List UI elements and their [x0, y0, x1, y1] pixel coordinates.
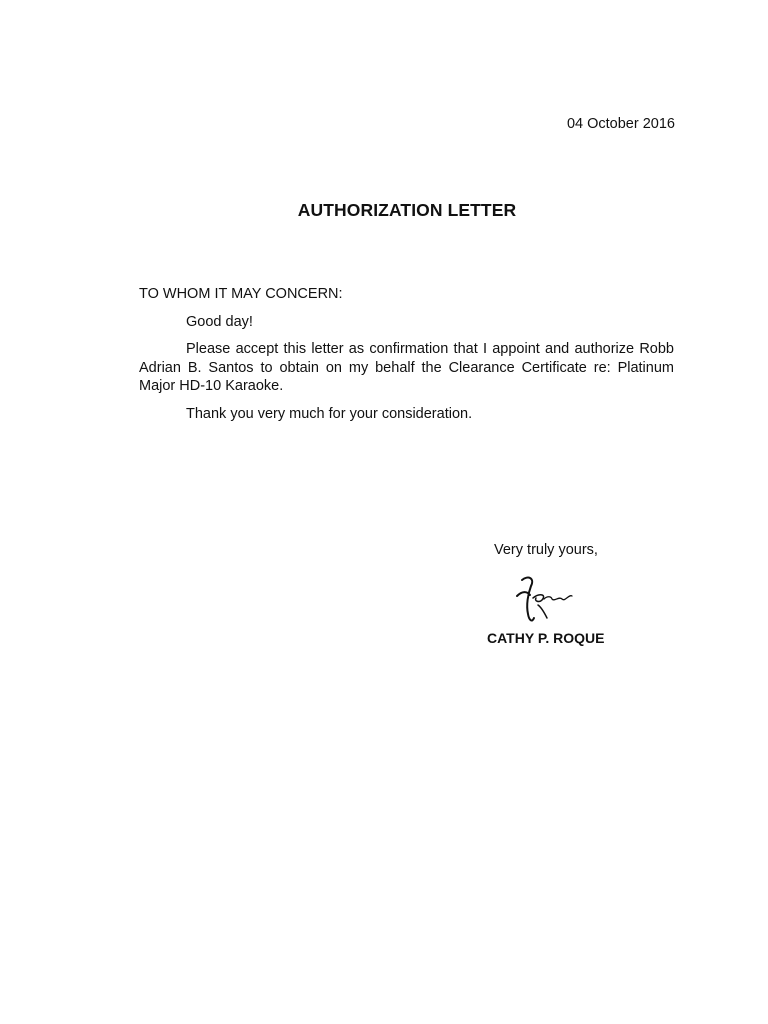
- closing-phrase: Very truly yours,: [494, 542, 598, 558]
- handwritten-signature: [514, 574, 574, 626]
- authorization-paragraph: Please accept this letter as confirmation that I appoint and authorize Robb Adrian B. Santos to obtain on my behalf the Clearance Certificate re: Platinum Major HD-10 Karaoke.: [139, 341, 674, 394]
- signatory-name: CATHY P. ROQUE: [487, 630, 605, 646]
- letter-date: 04 October 2016: [566, 116, 675, 132]
- greeting-paragraph: Good day!: [186, 313, 253, 330]
- salutation: TO WHOM IT MAY CONCERN:: [139, 286, 343, 302]
- letter-title: AUTHORIZATION LETTER: [297, 200, 517, 220]
- thanks-paragraph: Thank you very much for your consideration.: [186, 405, 473, 422]
- letter-body: [139, 285, 674, 432]
- closing-block: [487, 541, 687, 647]
